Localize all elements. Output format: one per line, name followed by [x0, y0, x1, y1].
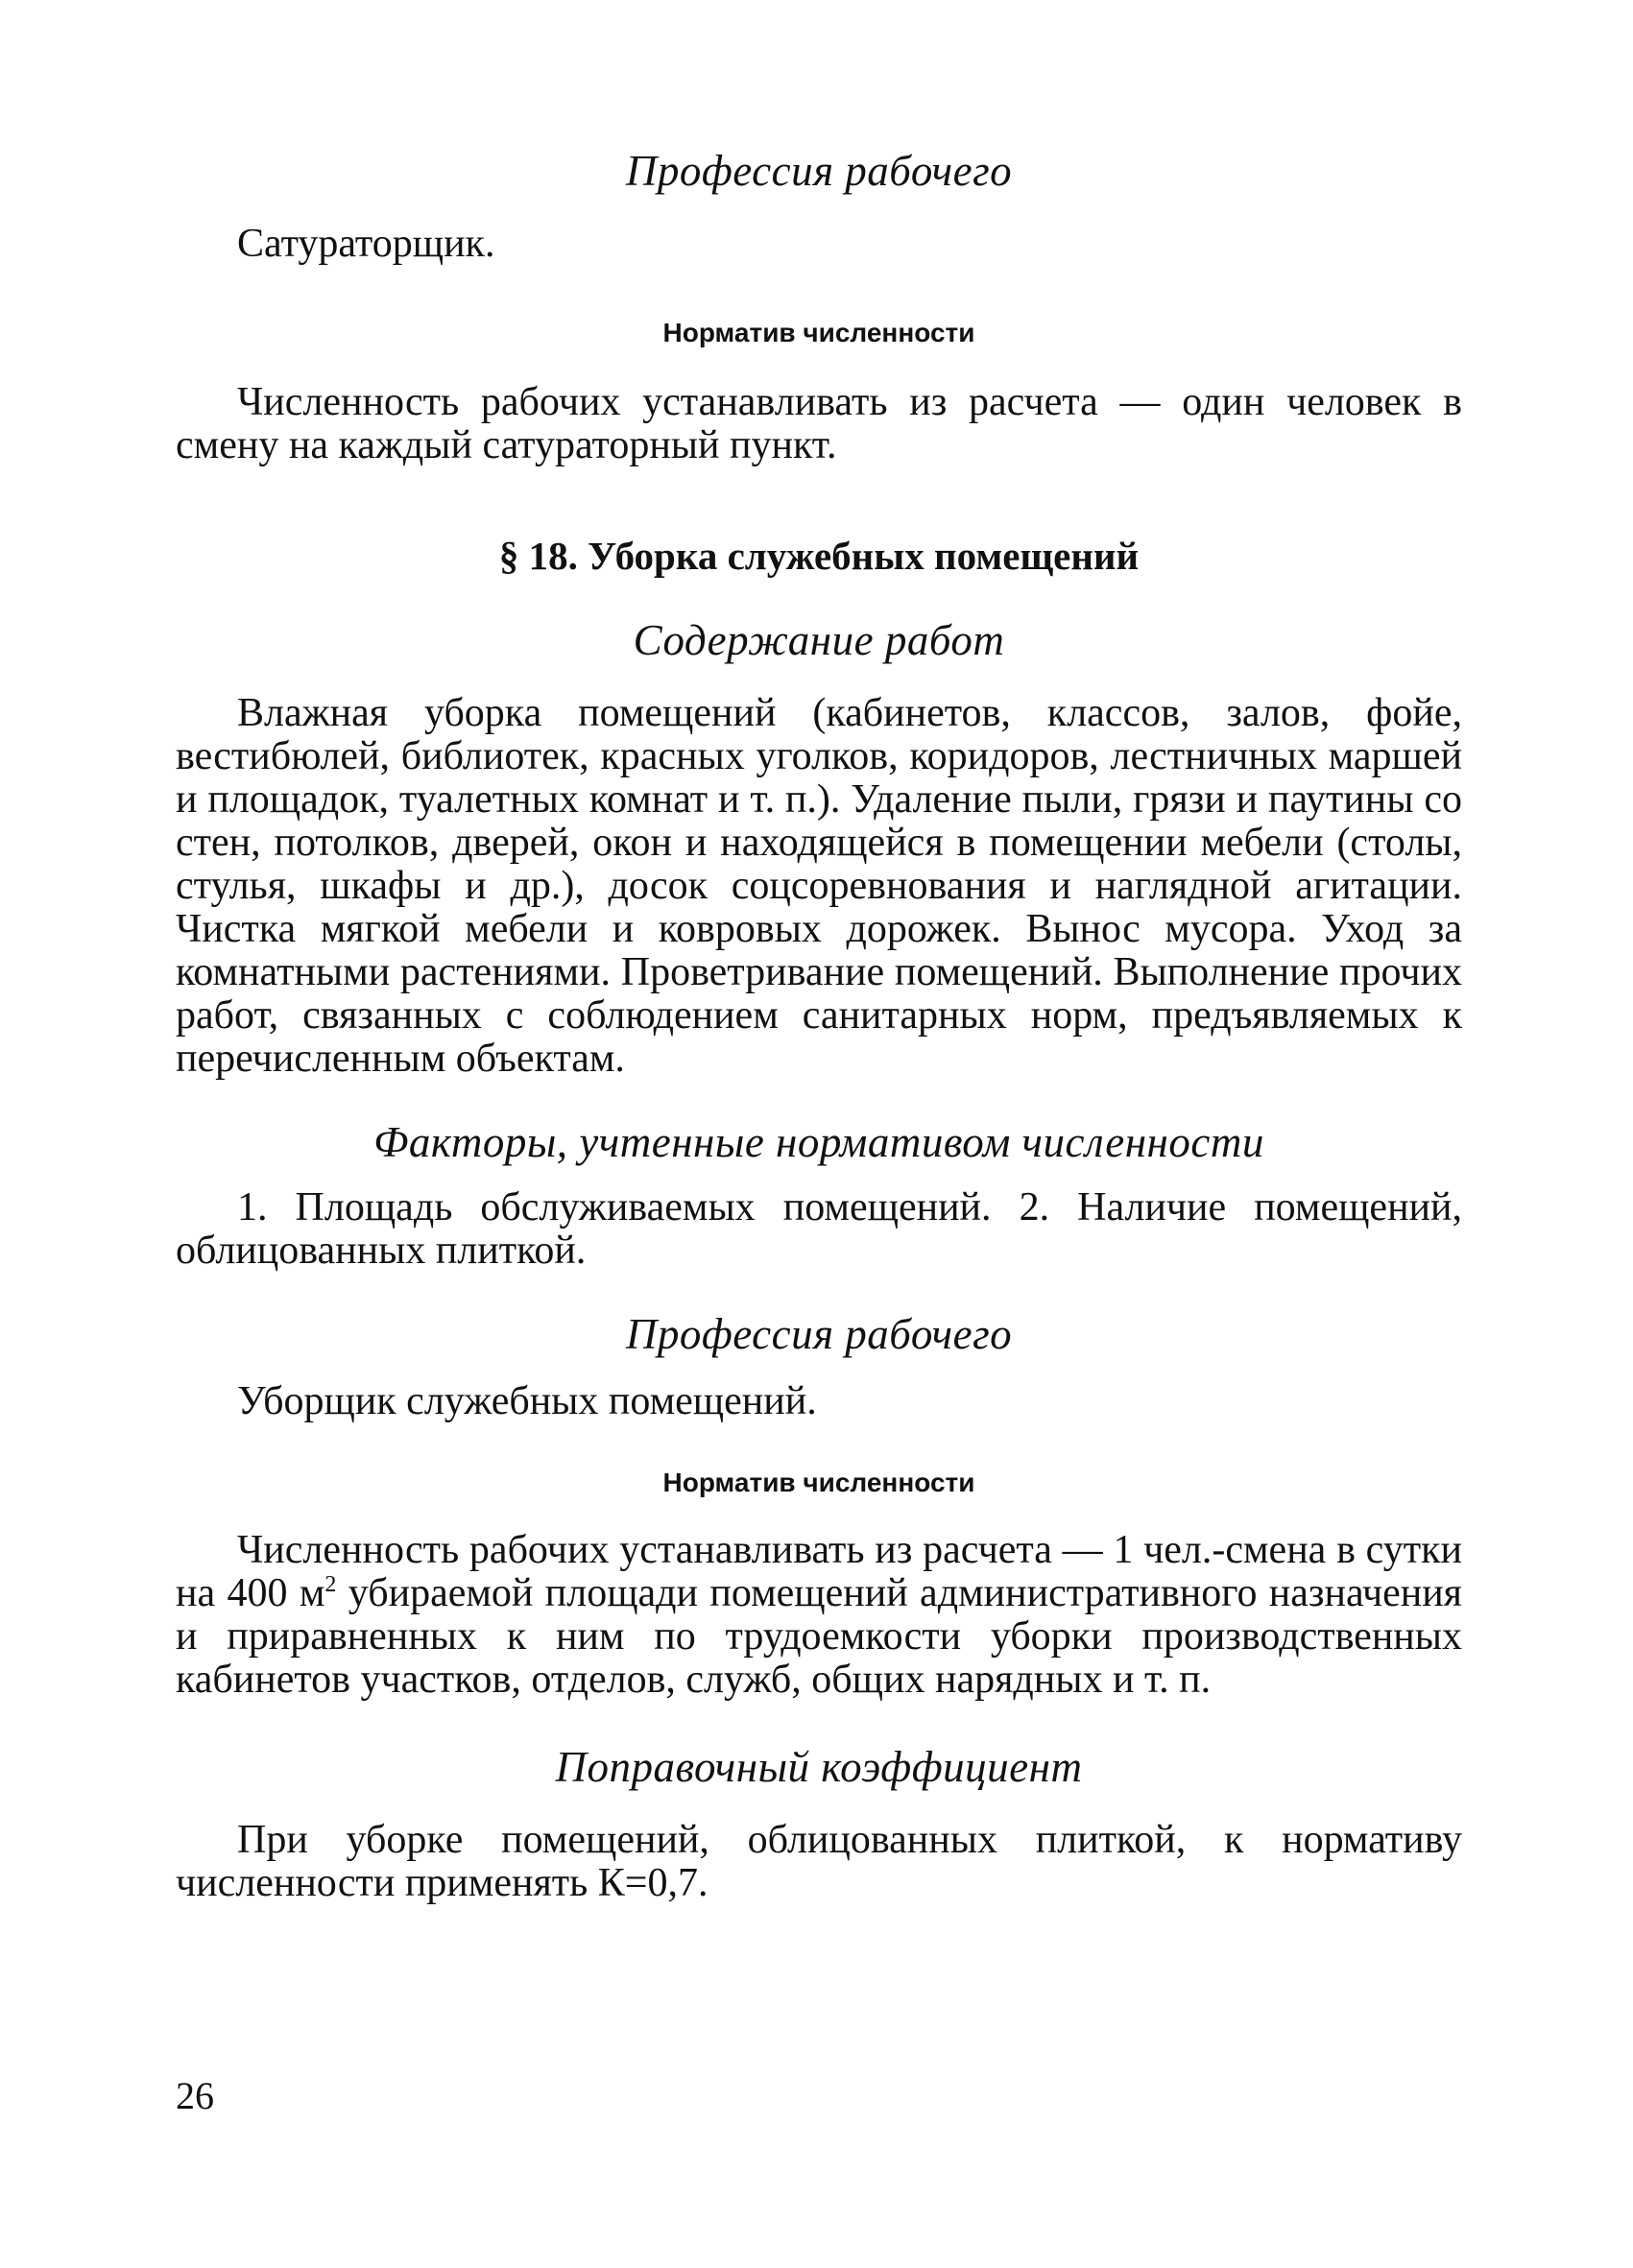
profession-value-2: Уборщик служебных помещений.: [237, 1379, 817, 1423]
page-number: 26: [176, 2074, 214, 2117]
norm-heading-2: Норматив численности: [662, 1468, 975, 1497]
coef-heading: Поправочный коэффициент: [555, 1743, 1083, 1791]
document-page: [176, 144, 1462, 1905]
norm-text-2-part-1: Численность рабочих устанавливать из расчета — 1 чел.-смена в сутки на 400 м: [176, 1528, 1462, 1615]
section-title: § 18. Уборка служебных помещений: [498, 534, 1140, 578]
norm-text-2-part-2: убираемой площади помещений административного назначения и приравненных к ним по трудоемкости уборки производственных кабинетов участков, отделов, служб, общих нарядных и т. п.: [176, 1571, 1462, 1702]
profession-heading-1: Профессия рабочего: [625, 147, 1013, 195]
factors-heading: Факторы, учтенные нормативом численности: [373, 1118, 1264, 1166]
factors-text: 1. Площадь обслуживаемых помещений. 2. Наличие помещений, облицованных плиткой.: [176, 1185, 1462, 1273]
norm-heading-1: Норматив численности: [662, 318, 975, 347]
content-heading: Содержание работ: [633, 616, 1005, 664]
norm-text-2: [176, 1529, 1462, 1702]
profession-value-1: Сатураторщик.: [237, 222, 495, 266]
norm-text-1: Численность рабочих устанавливать из расчета — один человек в смену на каждый сатураторный пункт.: [176, 380, 1462, 467]
norm-text-2-superscript: 2: [324, 1572, 337, 1597]
coef-text: При уборке помещений, облицованных плиткой, к нормативу численности применять К=0,7.: [176, 1818, 1462, 1905]
content-text: Влажная уборка помещений (кабинетов, классов, залов, фойе, вестибюлей, библиотек, красных уголков, коридоров, лестничных маршей и площадок, туалетных комнат и т. п.). Удаление пыли, грязи и паутины со стен, потолков, дверей, окон и находящейся в помещении мебели (столы, стулья, шкафы и др.), досок соцсоревнования и наглядной агитации. Чистка мягкой мебели и ковровых дорожек. Вынос мусора. Уход за комнатными растениями. Проветривание помещений. Выполнение прочих работ, связанных с соблюдением санитарных норм, предъявляемых к перечисленным объектам.: [176, 691, 1462, 1081]
profession-heading-2: Профессия рабочего: [625, 1310, 1013, 1358]
